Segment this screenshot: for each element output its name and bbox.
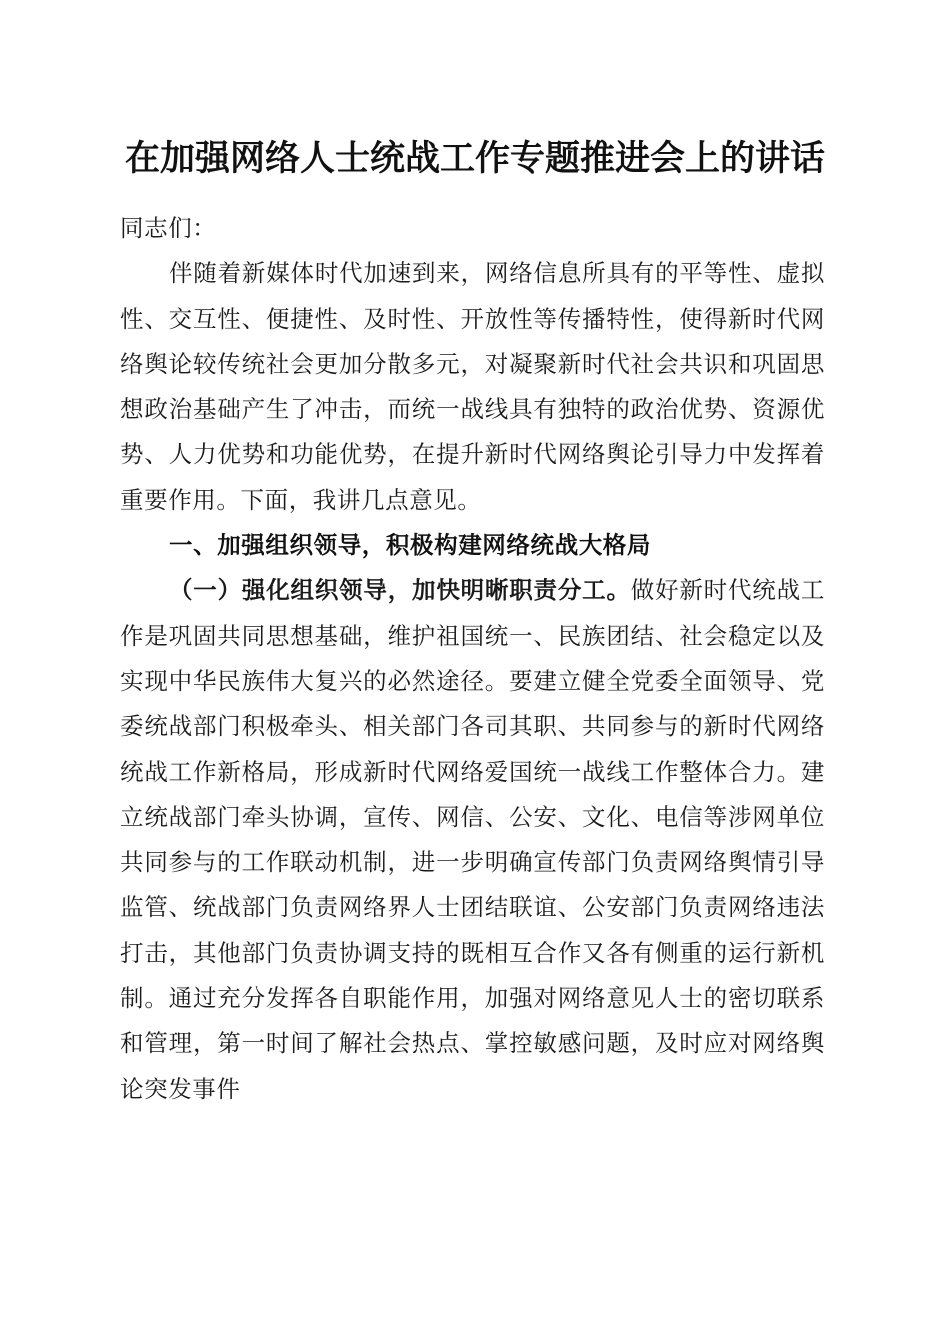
section-heading-1: 一、加强组织领导，积极构建网络统战大格局 [169,531,651,560]
intro-paragraph: 伴随着新媒体时代加速到来，网络信息所具有的平等性、虚拟性、交互性、便捷性、及时性、开放性等传播特性，使得新时代网络舆论较传统社会更加分散多元，对凝聚新时代社会共识和巩固思想政治基础产生了冲击，而统一战线具有独特的政治优势、资源优势、人力优势和功能优势，在提升新时代网络舆论引导力中发挥着重要作用。下面，我讲几点意见。 [120,259,825,514]
subsection-body-1: 做好新时代统战工作是巩固共同思想基础，维护祖国统一、民族团结、社会稳定以及实现中华民族伟大复兴的必然途径。要建立健全党委全面领导、党委统战部门积极牵头、相关部门各司其职、共同参与的新时代网络统战工作新格局，形成新时代网络爱国统一战线工作整体合力。建立统战部门牵头协调，宣传、网信、公安、文化、电信等涉网单位共同参与的工作联动机制，进一步明确宣传部门负责网络舆情引导监管、统战部门负责网络界人士团结联谊、公安部门负责网络违法打击，其他部门负责协调支持的既相互合作又各有侧重的运行新机制。通过充分发挥各自职能作用，加强对网络意见人士的密切联系和管理，第一时间了解社会热点、掌控敏感问题，及时应对网络舆论突发事件 [120,576,825,1103]
document-title: 在加强网络人士统战工作专题推进会上的讲话 [124,138,825,179]
subsection-heading-1: （一）强化组织领导，加快明晰职责分工。 [169,576,631,605]
salutation: 同志们： [120,214,217,242]
document-body [120,206,825,1112]
subsection-paragraph-1 [120,568,825,1112]
